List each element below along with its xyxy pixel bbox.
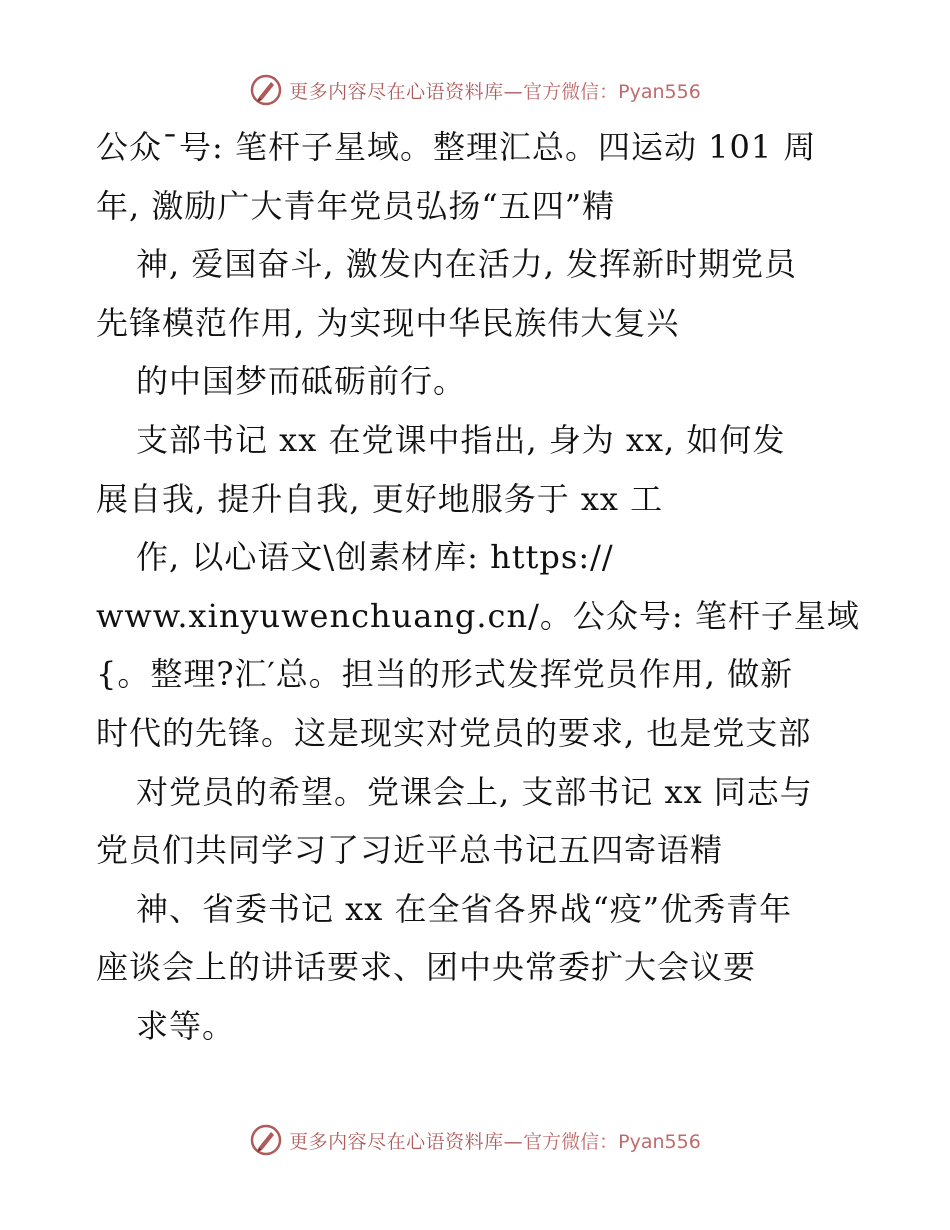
text-line: 神, 爱国奋斗, 激发内在活力, 发挥新时期党员 — [136, 245, 798, 284]
text-line: 作, 以心语文\创素材库: https:// — [136, 538, 614, 577]
text-line: 时代的先锋。这是现实对党员的要求, 也是党支部 — [96, 713, 812, 752]
text-line: 求等。 — [136, 1006, 236, 1045]
text-line: {。整理?汇′总。担当的形式发挥党员作用, 做新 — [96, 655, 794, 694]
text-line: 党员们共同学习了习近平总书记五四寄语精 — [96, 831, 724, 870]
text-line: 神、省委书记 xx 在全省各界战“疫”优秀青年 — [136, 889, 793, 928]
text-line: 先锋模范作用, 为实现中华民族伟大复兴 — [96, 303, 680, 342]
text-line: 座谈会上的讲话要求、团中央常委扩大会议要 — [96, 948, 757, 987]
banner-wechat: 官方微信：Pyan556 — [523, 1130, 701, 1153]
banner-wechat: 官方微信：Pyan556 — [523, 80, 701, 103]
text-line: 对党员的希望。党课会上, 支部书记 xx 同志与 — [136, 772, 813, 811]
banner-text: 更多内容尽在心语资料库— — [289, 1130, 524, 1153]
header-banner — [0, 70, 950, 110]
footer-banner — [0, 1120, 950, 1160]
pen-logo-icon — [249, 1123, 283, 1157]
text-line: 公众¯号: 笔杆子星域。整理汇总。四运动 101 周 — [96, 128, 817, 166]
pen-logo-icon — [249, 73, 283, 107]
text-line: www.xinyuwenchuang.cn/。公众号: 笔杆子星域 — [96, 596, 860, 635]
document-body — [96, 118, 876, 1056]
text-line: 展自我, 提升自我, 更好地服务于 xx 工 — [96, 479, 664, 518]
text-line: 的中国梦而砥砺前行。 — [136, 362, 467, 401]
text-line: 年, 激励广大青年党员弘扬“五四”精 — [96, 186, 616, 225]
text-line: 支部书记 xx 在党课中指出, 身为 xx, 如何发 — [136, 420, 786, 459]
banner-text: 更多内容尽在心语资料库— — [289, 80, 524, 103]
